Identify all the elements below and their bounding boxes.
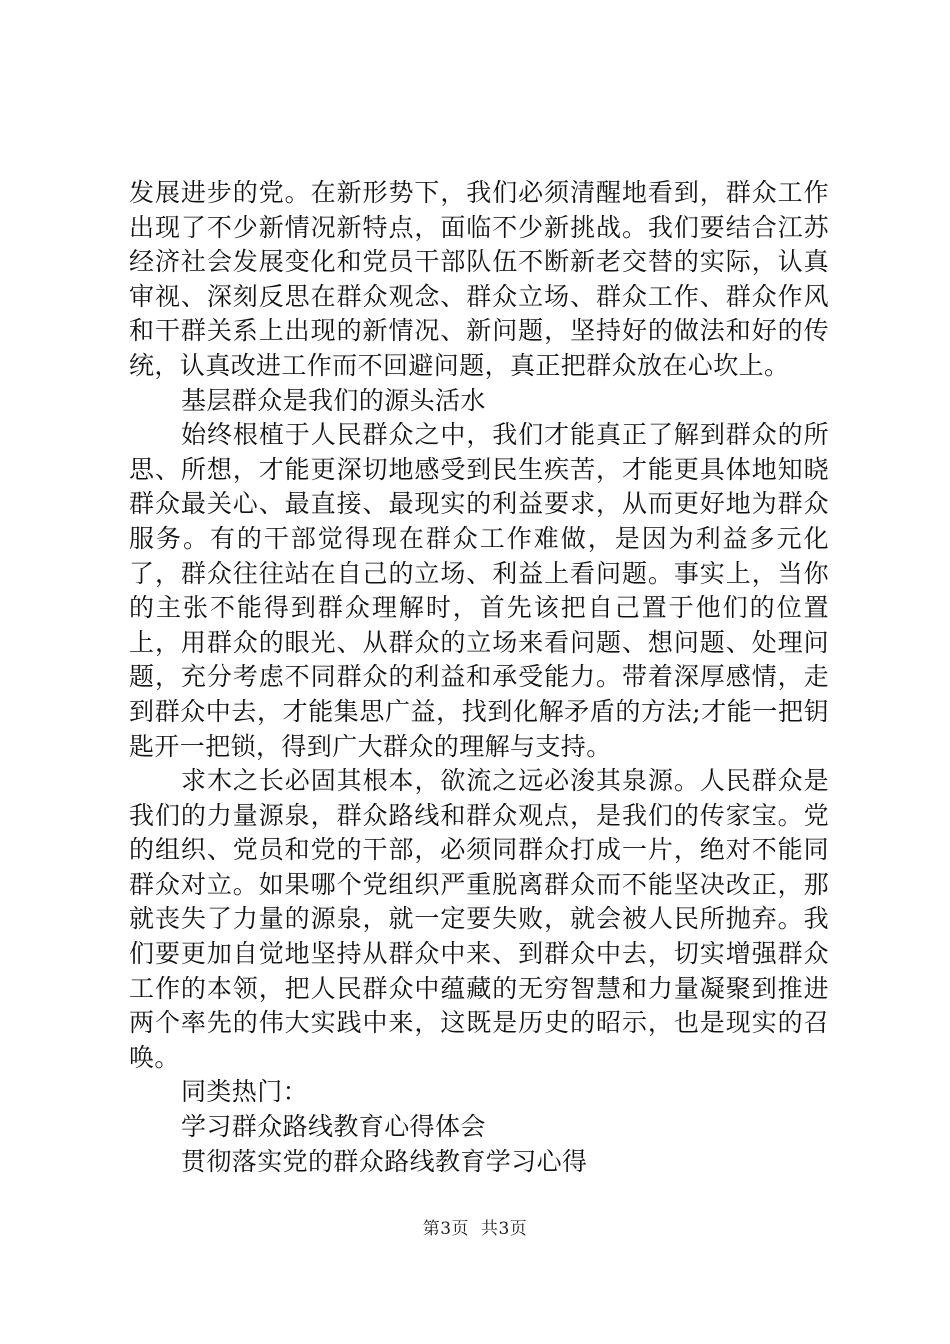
- document-body: [129, 176, 829, 1179]
- section-heading: 基层群众是我们的源头活水: [181, 385, 486, 415]
- related-heading: 同类热门：: [181, 1077, 309, 1107]
- page-total: 共3页: [480, 1219, 528, 1239]
- related-link[interactable]: 学习群众路线教育心得体会: [181, 1112, 486, 1142]
- paragraph-continuation: 发展进步的党。在新形势下，我们必须清醒地看到，群众工作出现了不少新情况新特点，面临不少新挑战。我们要结合江苏经济社会发展变化和党员干部队伍不断新老交替的实际，认真审视、深刻反思在群众观念、群众立场、群众工作、群众作风和干群关系上出现的新情况、新问题，坚持好的做法和好的传统，认真改进工作而不回避问题，真正把群众放在心坎上。: [129, 178, 829, 380]
- page-number: 第3页: [422, 1219, 470, 1239]
- related-link[interactable]: 贯彻落实党的群众路线教育学习心得: [181, 1146, 588, 1176]
- page-footer: [0, 1214, 950, 1239]
- paragraph: 求木之长必固其根本，欲流之远必浚其泉源。人民群众是我们的力量源泉，群众路线和群众观点，是我们的传家宝。党的组织、党员和党的干部，必须同群众打成一片，绝对不能同群众对立。如果哪个党组织严重脱离群众而不能坚决改正，那就丧失了力量的源泉，就一定要失败，就会被人民所抛弃。我们要更加自觉地坚持从群众中来、到群众中去，切实增强群众工作的本领，把人民群众中蕴藏的无穷智慧和力量凝聚到推进两个率先的伟大实践中来，这既是历史的昭示，也是现实的召唤。: [129, 766, 829, 1072]
- paragraph: 始终根植于人民群众之中，我们才能真正了解到群众的所思、所想，才能更深切地感受到民生疾苦，才能更具体地知晓群众最关心、最直接、最现实的利益要求，从而更好地为群众服务。有的干部觉得现在群众工作难做，是因为利益多元化了，群众往往站在自己的立场、利益上看问题。事实上，当你的主张不能得到群众理解时，首先该把自己置于他们的位置上，用群众的眼光、从群众的立场来看问题、想问题、处理问题，充分考虑不同群众的利益和承受能力。带着深厚感情，走到群众中去，才能集思广益，找到化解矛盾的方法;才能一把钥匙开一把锁，得到广大群众的理解与支持。: [129, 420, 829, 761]
